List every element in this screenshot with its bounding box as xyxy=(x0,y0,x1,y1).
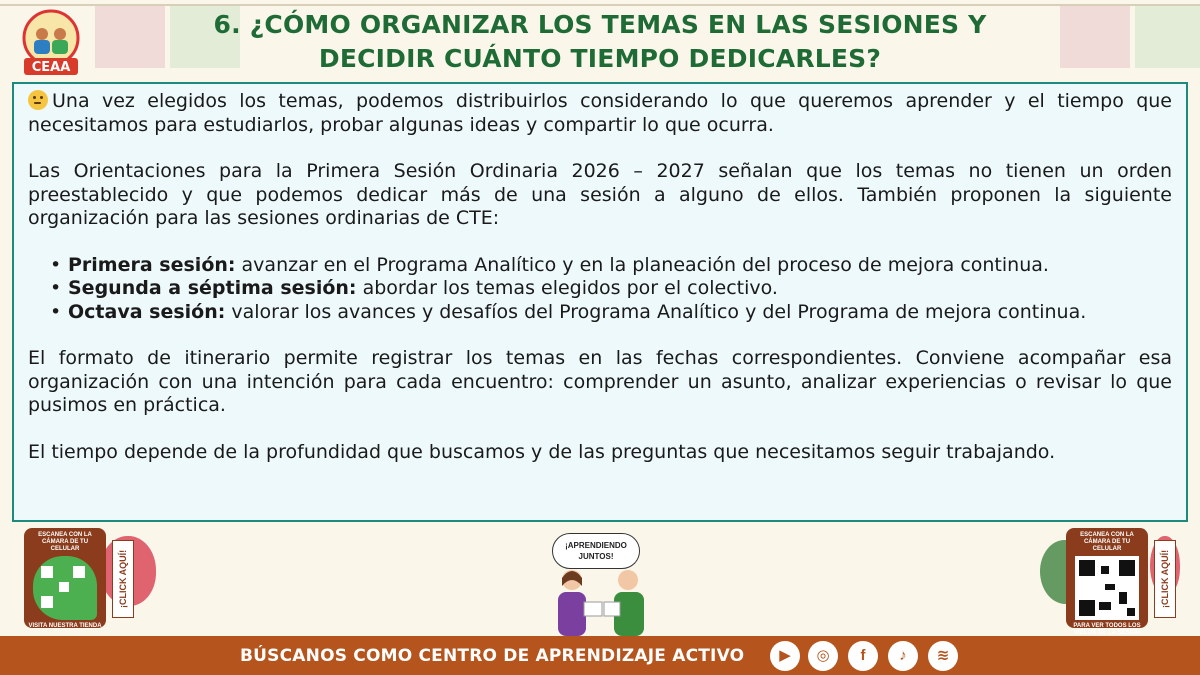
list-item-text: avanzar en el Programa Analítico y en la planeación del proceso de mejora continua. xyxy=(235,253,1049,276)
list-item-label: Segunda a séptima sesión: xyxy=(68,277,357,299)
paragraph-2: Las Orientaciones para la Primera Sesión Ordinaria 2026 – 2027 señalan que los temas no tienen un orden preestablecido y que podemos dedicar más de una sesión a alguno de ellos. También proponen la siguiente organización para las sesiones ordinarias de CTE: xyxy=(28,160,1172,229)
spotify-icon[interactable]: ≋ xyxy=(928,641,958,671)
footer-text: BÚSCANOS COMO CENTRO DE APRENDIZAJE ACTIVO xyxy=(240,646,745,666)
instagram-icon[interactable]: ◎ xyxy=(808,641,838,671)
tiktok-icon[interactable]: ♪ xyxy=(888,641,918,671)
content-box xyxy=(12,82,1188,522)
qr-caption-bottom: VISITA NUESTRA TIENDA xyxy=(28,623,102,629)
thinking-face-icon xyxy=(28,90,48,110)
title-line-2: DECIDIR CUÁNTO TIEMPO DEDICARLES? xyxy=(318,44,882,73)
list-item xyxy=(50,254,1172,278)
store-qr-card[interactable] xyxy=(24,528,106,628)
list-item-text: valorar los avances y desafíos del Programa Analítico y del Programa de mejora continua. xyxy=(225,300,1087,323)
logo-text: CEAA xyxy=(31,60,71,75)
youtube-icon[interactable]: ▶ xyxy=(770,641,800,671)
list-item xyxy=(50,301,1172,325)
store-qr-code[interactable] xyxy=(33,556,97,620)
click-here-button-right[interactable]: ¡CLICK AQUÍ! xyxy=(1154,540,1176,618)
list-item xyxy=(50,277,1172,301)
intro-paragraph xyxy=(28,90,1172,137)
speech-bubble: ¡APRENDIENDO JUNTOS! xyxy=(552,533,640,569)
list-item-label: Primera sesión: xyxy=(68,253,236,276)
paragraph-4: El tiempo depende de la profundidad que buscamos y de las preguntas que necesitamos seguir trabajando. xyxy=(28,440,1056,463)
session-list xyxy=(50,254,1172,325)
qr-caption-bottom: PARA VER TODOS LOS VIDEOS DE LA SESIÓN xyxy=(1073,623,1141,636)
banner-flag xyxy=(1060,6,1130,68)
facebook-icon[interactable]: f xyxy=(848,641,878,671)
paragraph-3: El formato de itinerario permite registrar los temas en las fechas correspondientes. Conviene acompañar esa organización con una intención para cada encuentro: comprender un asunto, analizar experiencias o revisar lo que pusimos en práctica. xyxy=(28,347,1172,416)
videos-qr-code[interactable] xyxy=(1075,556,1139,620)
ceaa-logo xyxy=(14,8,88,78)
banner-flag xyxy=(1135,6,1200,68)
list-item-text: abordar los temas elegidos por el colectivo. xyxy=(356,277,778,299)
paragraph-1-text: Una vez elegidos los temas, podemos distribuirlos considerando lo que queremos aprender y el tiempo que necesitamos para estudiarlos, probar algunas ideas y compartir lo que ocurra. xyxy=(28,90,1172,136)
qr-caption-top: ESCANEA CON LA CÁMARA DE TU CELULAR xyxy=(38,532,92,552)
page-title xyxy=(150,8,1050,76)
title-line-1: 6. ¿CÓMO ORGANIZAR LOS TEMAS EN LAS SESIONES Y xyxy=(213,10,987,39)
click-here-button-left[interactable]: ¡CLICK AQUÍ! xyxy=(112,540,134,618)
teachers-illustration xyxy=(548,566,658,636)
qr-caption-top: ESCANEA CON LA CÁMARA DE TU CELULAR xyxy=(1080,532,1134,552)
videos-qr-card[interactable] xyxy=(1066,528,1148,636)
list-item-label: Octava sesión: xyxy=(68,300,226,323)
